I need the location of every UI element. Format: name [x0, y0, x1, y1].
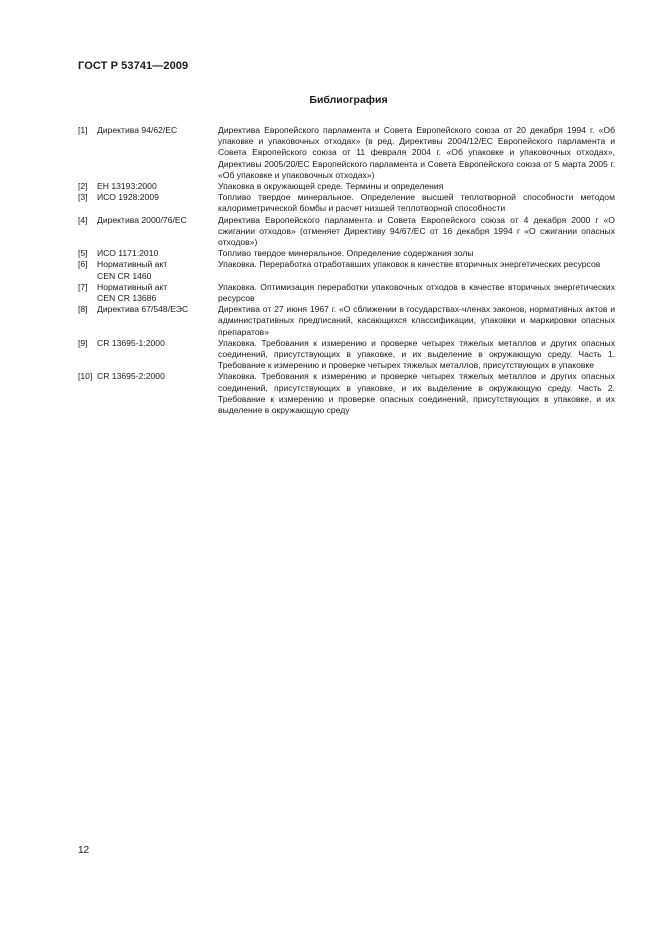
reference-number: [5]: [78, 248, 88, 259]
reference-source: ИСО 1171:2010: [97, 248, 159, 259]
reference-item: [78, 338, 615, 372]
page-number: 12: [78, 845, 90, 856]
reference-item: [78, 259, 615, 281]
reference-source: Нормативный акт CEN CR 13686: [97, 281, 168, 304]
reference-text: Упаковка. Оптимизация переработки упаковочных отходов в качестве вторичных энергетических ресурсов: [218, 281, 615, 304]
reference-number: [10]: [78, 371, 93, 382]
reference-number: [3]: [78, 192, 88, 203]
reference-text: Топливо твердое минеральное. Определение содержания золы: [218, 248, 474, 259]
reference-item: [78, 304, 615, 338]
reference-number: [8]: [78, 304, 88, 315]
bibliography-list: [78, 125, 615, 416]
reference-item: [78, 192, 615, 214]
reference-number: [7]: [78, 281, 88, 292]
reference-text: Упаковка. Требования к измерению и проверке четырех тяжелых металлов и других опасных соединений, присутствующих в упаковке, и их выделение в окружающую среду. Часть 1. Требование к измерению и проверке четырех тяжелых металлов, присутствующих в упаковке: [218, 337, 615, 371]
document-header: ГОСТ Р 53741—2009: [78, 60, 189, 72]
reference-number: [2]: [78, 181, 88, 192]
reference-item: [78, 181, 615, 192]
reference-number: [4]: [78, 214, 88, 225]
reference-text: Упаковка в окружающей среде. Термины и определения: [218, 181, 444, 192]
reference-source: Директива 2000/76/ЕС: [97, 214, 187, 225]
reference-source: Директива 67/548/ЕЭС: [97, 304, 189, 315]
reference-item: [78, 282, 615, 304]
reference-number: [9]: [78, 337, 88, 348]
reference-number: [1]: [78, 125, 88, 135]
reference-text: Директива Европейского парламента и Совета Европейского союза от 20 декабря 1994 г. «Об упаковке и упаковочных отходах» (в ред. Директивы 2004/12/ЕС Европейского парламента и Совета Европейского союза от 11 февраля 2004 г. «Об упаковке и упаковочных отходах», Директивы 2005/20/ЕС Европейского парламента и Совета Европейского союза от 5 марта 2005 г. «Об упаковке и упаковочных отходах»): [218, 125, 615, 180]
reference-text: Упаковка. Требования к измерению и проверке четырех тяжелых металлов и других опасных соединений, присутствующих в упаковке, и их выделение в окружающую среду. Часть 2. Требование к измерению и проверке опасных соединений, присутствующих в упаковке, и их выделение в окружающую среду: [218, 371, 615, 416]
reference-text: Директива Европейского парламента и Совета Европейского союза от 4 декабря 2000 г «О сжигании отходов» (отменяет Директиву 94/67/ЕС от 16 декабря 1994 г «О сжигании опасных отходов»): [218, 214, 615, 248]
reference-text: Директива от 27 июня 1967 г. «О сближении в государствах-членах законов, нормативных актов и административных предписаний, касающихся классификации, упаковки и маркировки опасных препаратов»: [218, 304, 615, 337]
reference-number: [6]: [78, 259, 88, 270]
reference-item: [78, 371, 615, 416]
reference-item: [78, 248, 615, 259]
reference-source: CR 13695-1:2000: [97, 337, 165, 348]
reference-source: Нормативный акт CEN CR 1460: [97, 259, 168, 281]
reference-source: ИСО 1928:2009: [97, 192, 159, 203]
reference-source: ЕН 13193:2000: [97, 181, 157, 192]
reference-item: [78, 125, 615, 181]
section-title-wrapper: [0, 94, 661, 106]
reference-source: CR 13695-2:2000: [97, 371, 165, 382]
reference-text: Упаковка. Переработка отработавших упаковок в качестве вторичных энергетических ресурсов: [218, 259, 601, 270]
reference-text: Топливо твердое минеральное. Определение высшей теплотворной способности методом калориметрической бомбы и расчет низшей теплотворной способности: [218, 192, 615, 214]
reference-item: [78, 215, 615, 249]
section-title: Библиография: [309, 94, 388, 106]
reference-source: Директива 94/62/ЕС: [97, 125, 178, 135]
